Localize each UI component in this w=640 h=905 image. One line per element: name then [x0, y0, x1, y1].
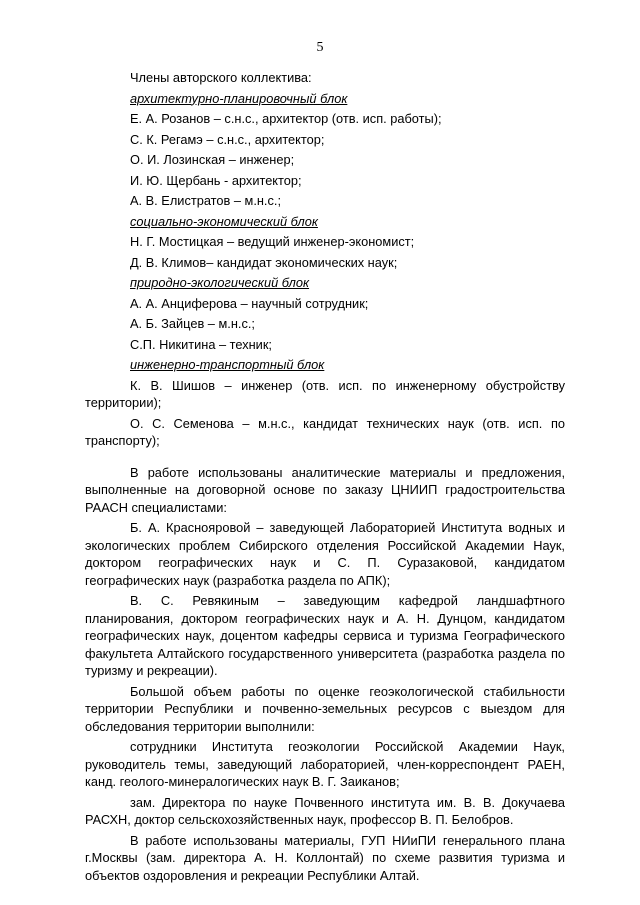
member-line: О. И. Лозинская – инженер;: [130, 152, 295, 167]
materials-paragraph: В работе использованы аналитические материалы и предложения, выполненные на договорной основе по заказу ЦНИИП градостроительства РААСН специалистами:: [85, 464, 565, 515]
member-paragraph: О. С. Семенова – м.н.с., кандидат технических наук (отв. исп. по транспорту);: [85, 415, 565, 448]
contributor-paragraph: сотрудники Института геоэкологии Российской Академии Наук, руководитель темы, заведующий лабораторией, член-корреспондент РАЕН, канд. геолого-минералогических наук В. Г. Заиканов;: [85, 739, 565, 789]
block-title-architecture: архитектурно-планировочный блок: [130, 90, 348, 106]
block-title-ecology: природно-экологический блок: [130, 275, 310, 290]
authors-heading: Члены авторского коллектива:: [130, 70, 312, 85]
contributor-paragraph: В. С. Ревякиным – заведующим кафедрой ландшафтного планирования, доктором географических наук и А. Н. Дунцом, кандидатом географических наук, доцентом кафедры сервиса и туризма Географического факультета Алтайского государственного университета (разработка раздела по туризму и рекреации).: [85, 593, 565, 678]
spacer: [85, 453, 565, 464]
member-line: С. К. Регамэ – с.н.с., архитектор;: [130, 131, 325, 147]
member-line: С.П. Никитина – техник;: [130, 336, 272, 352]
block-title-transport: инженерно-транспортный блок: [130, 357, 325, 372]
member-line: А. А. Анциферова – научный сотрудник;: [130, 295, 369, 311]
block-title-socioeconomic: социально-экономический блок: [130, 213, 318, 229]
member-line: А. В. Елистратов – м.н.с.;: [130, 193, 282, 208]
member-line: А. Б. Зайцев – м.н.с.;: [130, 316, 255, 331]
page-number: 5: [316, 40, 324, 55]
member-line: Н. Г. Мостицкая – ведущий инженер-экономист;: [130, 234, 415, 249]
contributor-paragraph: зам. Директора по науке Почвенного института им. В. В. Докучаева РАСХН, доктор сельскохозяйственных наук, профессор В. П. Белобров.: [85, 794, 565, 827]
member-line: И. Ю. Щербань - архитектор;: [130, 172, 302, 188]
member-line: Е. А. Розанов – с.н.с., архитектор (отв. исп. работы);: [130, 111, 442, 126]
member-line: Д. В. Климов– кандидат экономических наук;: [130, 254, 398, 270]
document-body: [85, 69, 565, 887]
member-paragraph: К. В. Шишов – инженер (отв. исп. по инженерному обустройству территории);: [85, 377, 565, 410]
materials-paragraph: В работе использованы материалы, ГУП НИиПИ генерального плана г.Москвы (зам. директора А. Н. Коллонтай) по схеме развития туризма и объектов оздоровления и рекреации Республики Алтай.: [85, 832, 565, 883]
contributor-paragraph: Б. А. Краснояровой – заведующей Лабораторией Института водных и экологических проблем Сибирского отделения Российской Академии Наук, доктором географических наук и С. П. Суразаковой, кандидатом географических наук (разработка раздела по АПК);: [85, 520, 565, 588]
survey-paragraph: Большой объем работы по оценке геоэкологической стабильности территории Республики и почвенно-земельных ресурсов с выездом для обследования территории выполнили:: [85, 683, 565, 734]
